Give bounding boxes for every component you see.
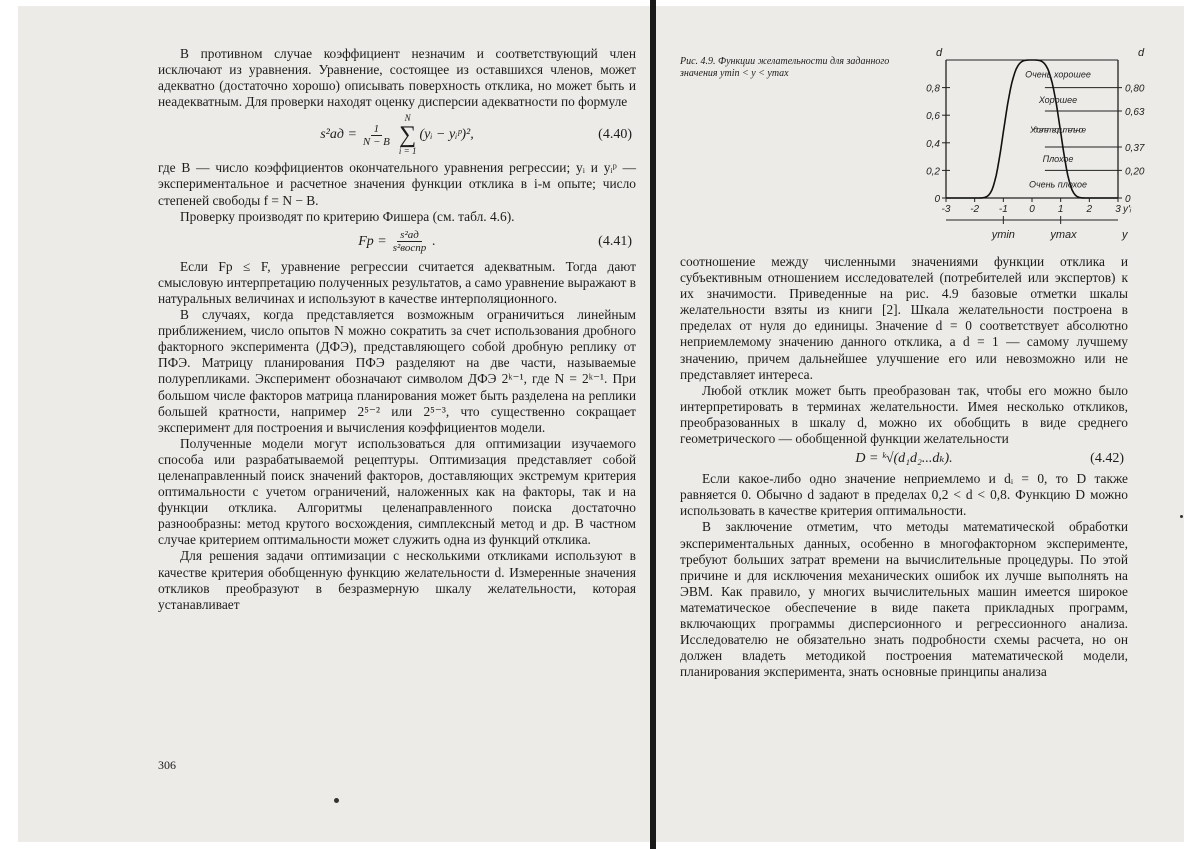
right-tick-label: 0,80 — [1125, 83, 1145, 95]
equation-number: (4.41) — [598, 233, 632, 249]
x-tick-label: -1 — [998, 204, 1008, 215]
x-tick-label: 3 — [1115, 204, 1121, 215]
left-axis-label: d — [936, 47, 943, 59]
left-tick-label: 0,8 — [926, 83, 940, 95]
right-tick-label: 0,37 — [1125, 142, 1145, 154]
desirability-chart — [908, 46, 1158, 246]
eq-fraction — [390, 229, 430, 254]
figure-caption: Рис. 4.9. Функции желательности для заданного значения ymin < y < ymax — [680, 56, 890, 79]
eq-lhs: s²ад = — [320, 127, 357, 143]
left-page-text — [158, 46, 636, 613]
eq-body: (yᵢ − yᵢᵖ)², — [419, 127, 474, 143]
paragraph: Полученные модели могут использоваться для оптимизации изучаемого способа или разрабатываемой рецептуры. Оптимизация представляет собой целенаправленный поиск значений факторов, доставляющих экстремум критерия оптимальности с учетом ограничений, наложенных как на факторы, так и на функции отклика. Алгоритмы целенаправленного поиска достаточно разнообразны: метод крутого восхождения, симплексный метод и др. В частном случае критерием оптимальности может служить одна из функций отклика. — [158, 435, 636, 548]
eq-lhs: Fр = — [358, 233, 387, 249]
eq-fraction — [360, 123, 393, 148]
sum-upper-limit: N — [404, 113, 411, 124]
x-tick-label: 1 — [1057, 204, 1064, 215]
sum-lower-limit: i = 1 — [398, 146, 417, 157]
x-axis-label: y'ᵢ — [1123, 204, 1132, 215]
paragraph: Если Fр ≤ F, уравнение регрессии считается адекватным. Тогда дают смысловую интерпретацию полученных результатов, а само уравнение выражают в натуральных величинах и используют в качестве интерполяционного. — [158, 258, 636, 306]
equation-number: (4.42) — [1090, 451, 1124, 467]
zone-label: Удовлетворительное — [1030, 125, 1086, 135]
equation-4-40 — [158, 110, 636, 160]
page-number: 306 — [158, 758, 176, 772]
eq-denominator: s²воспр — [392, 242, 427, 255]
paragraph: В заключение отметим, что методы математической обработки экспериментальных данных, особенно в многофакторном эксперименте, требуют больших затрат времени на вычислительные процедуры. По этой причине и для исключения механических ошибок их лучше выполнять на ЭВМ. Как правило, у многих вычислительных машин имеется широкое математическое обеспечение в виде пакета прикладных программ, включающих программы дисперсионного и регрессионного анализа. Исследователю не обязательно знать подробности схемы расчета, но он должен владеть методикой построения математической модели, планирования эксперимента, знать основные принципы анализа — [680, 519, 1128, 680]
zone-label: Очень плохое — [1028, 179, 1088, 190]
left-tick-label: 0,4 — [926, 138, 940, 150]
equation-4-41 — [158, 225, 636, 259]
print-speck — [334, 798, 339, 803]
left-page — [18, 6, 650, 842]
ymax-label: ymax — [1050, 229, 1077, 241]
zone-label: Очень хорошее — [1025, 69, 1091, 80]
print-speck — [1180, 515, 1183, 518]
x-tick-label: -2 — [970, 204, 980, 215]
equation-4-42 — [680, 447, 1128, 471]
right-page-text — [680, 254, 1128, 680]
left-tick-label: 0 — [934, 194, 940, 205]
equation-number: (4.40) — [598, 127, 632, 143]
y-label: y — [1122, 229, 1128, 241]
sum-symbol: N ∑ i = 1 — [398, 113, 417, 157]
x-tick-label: 0 — [1029, 204, 1035, 215]
paragraph: соотношение между численными значениями функции отклика и субъективным отношением исследователей (потребителей или экспертов) к их значимости. Приведенные на рис. 4.9 базовые отметки шкалы желательности взяты из книги [2]. Шкала желательности построена в пределах от нуля до единицы. Значение d = 0 соответствует абсолютно неприемлемому значению данного отклика, а d = 1 — самому лучшему значению, причем дальнейшее улучшение его или невозможно или не представляет интереса. — [680, 254, 1128, 382]
right-page — [656, 6, 1184, 842]
eq-numerator: 1 — [371, 123, 383, 136]
eq-tail: . — [432, 233, 436, 249]
right-axis-label: d — [1138, 47, 1145, 59]
right-tick-label: 0,63 — [1125, 107, 1145, 119]
left-tick-label: 0,6 — [926, 111, 940, 123]
paragraph: В противном случае коэффициент незначим и соответствующий член исключают из уравнения. Уравнение, состоящее из оставшихся членов, может адекватно (достаточно хорошо) описывать поверхность отклика, но может быть и неадекватным. Для проверки находят оценку дисперсии адекватности по формуле — [158, 46, 636, 110]
paragraph: Если какое-либо одно значение неприемлемо и dᵢ = 0, то D также равняется 0. Обычно d задают в пределах 0,2 < d < 0,8. Функцию D можно использовать в качестве критерия оптимальности. — [680, 471, 1128, 519]
paragraph: Проверку производят по критерию Фишера (см. табл. 4.6). — [180, 208, 515, 224]
x-tick-label: 2 — [1086, 204, 1093, 215]
x-tick-label: -3 — [941, 204, 951, 215]
left-tick-label: 0,2 — [926, 166, 940, 178]
paragraph: В случаях, когда представляется возможным ограничиться линейным приближением, число опытов N можно сократить за счет использования дробного факторного эксперимента (ДФЭ), представляющего собой дробную реплику от ПФЭ. Матрицу планирования ПФЭ разделяют на две части, называемые полурепликами. Эксперимент обозначают символом ДФЭ 2ᵏ⁻¹, где N = 2ᵏ⁻¹. При большом числе факторов матрица планирования может быть разделена на реплики большей кратности, например 2⁵⁻² или 2⁵⁻³, что существенно сокращает эксперимент для построения и вычисления коэффициентов модели. — [158, 307, 636, 435]
eq-numerator: s²ад — [397, 229, 422, 242]
zone-label: Плохое — [1042, 154, 1074, 165]
paragraph: где B — число коэффициентов окончательного уравнения регрессии; yᵢ и yᵢᵖ — экспериментальное и расчетное значения функции отклика в i-м опыте; число степеней свободы f = N − B. — [158, 160, 636, 208]
eq-body: D = ᵏ√(d₁d₂...dₖ). — [855, 451, 953, 467]
eq-denominator: N − B — [362, 135, 390, 148]
paragraph: Любой отклик может быть преобразован так, чтобы его можно было интерпретировать в терминах желательности. Имея несколько откликов, преобразованных в шкалу d, можно их обобщить в виде среднего геометрического — обобщенной функции желательности — [680, 382, 1128, 447]
right-tick-label: 0 — [1125, 194, 1131, 205]
paragraph: Для решения задачи оптимизации с несколькими откликами используют в качестве критерия обобщенную функцию желательности d. Измеренные значения откликов преобразуют в безразмерную шкалу желательности, которая устанавливает — [158, 548, 636, 612]
right-tick-label: 0,20 — [1125, 166, 1145, 178]
zone-label: Хорошее — [1038, 94, 1078, 105]
ymin-label: ymin — [991, 229, 1015, 241]
